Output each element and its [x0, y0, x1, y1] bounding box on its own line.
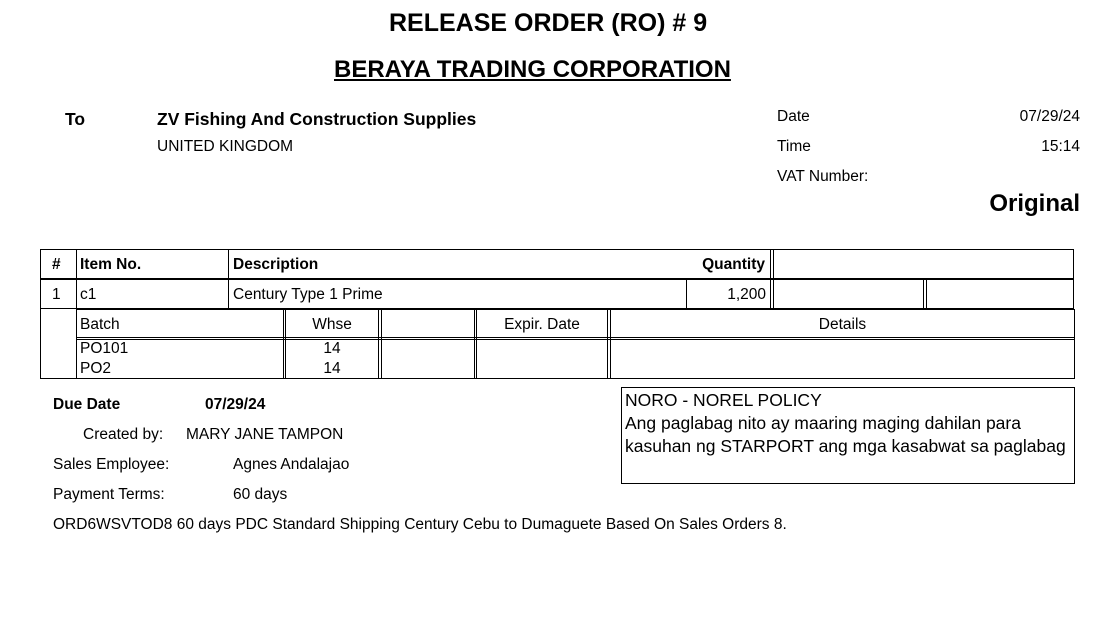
col-header-details: Details [818, 316, 867, 333]
batch-row-1-whse: 14 [323, 340, 341, 357]
due-date-value: 07/29/24 [205, 396, 266, 413]
to-label: To [65, 109, 86, 129]
row-description: Century Type 1 Prime [233, 286, 383, 303]
col-header-whse: Whse [312, 316, 352, 333]
col-header-quantity: Quantity [702, 256, 765, 273]
col-header-num: # [52, 256, 61, 273]
time-label: Time [777, 138, 811, 155]
created-by-label: Created by: [83, 426, 164, 443]
vat-label: VAT Number: [777, 168, 869, 185]
due-date-label: Due Date [53, 396, 121, 413]
document-title: RELEASE ORDER (RO) # 9 [389, 9, 708, 37]
sales-employee-value: Agnes Andalajao [233, 456, 350, 473]
col-header-description: Description [233, 256, 319, 273]
batch-row-2-batch: PO2 [80, 360, 112, 377]
row-num: 1 [52, 286, 61, 303]
company-name: BERAYA TRADING CORPORATION [334, 56, 731, 83]
payment-terms-label: Payment Terms: [53, 486, 165, 503]
table-row [40, 279, 1074, 309]
items-header-row [40, 249, 1074, 279]
remarks: ORD6WSVTOD8 60 days PDC Standard Shipping Century Cebu to Dumaguete Based On Sales Orders 8. [53, 516, 787, 533]
col-header-batch: Batch [80, 316, 120, 333]
row-item-no: c1 [80, 286, 97, 303]
col-header-item-no: Item No. [80, 256, 142, 273]
policy-title: NORO - NOREL POLICY [625, 390, 822, 410]
copy-label: Original [989, 190, 1080, 217]
col-header-expir-date: Expir. Date [504, 316, 580, 333]
policy-box [621, 387, 1075, 484]
sales-employee-label: Sales Employee: [53, 456, 170, 473]
created-by-value: MARY JANE TAMPON [186, 426, 344, 443]
policy-text: Ang paglabag nito ay maaring maging dahilan para kasuhan ng STARPORT ang mga kasabwat sa paglabag [625, 413, 1066, 456]
date-label: Date [777, 108, 810, 125]
time-value: 15:14 [1041, 138, 1080, 155]
payment-terms-value: 60 days [233, 486, 288, 503]
customer-country: UNITED KINGDOM [157, 138, 294, 155]
row-quantity: 1,200 [727, 286, 766, 303]
batch-row-2-whse: 14 [323, 360, 341, 377]
customer-name: ZV Fishing And Construction Supplies [157, 109, 477, 129]
batch-row-1-batch: PO101 [80, 340, 129, 357]
date-value: 07/29/24 [1019, 108, 1080, 125]
